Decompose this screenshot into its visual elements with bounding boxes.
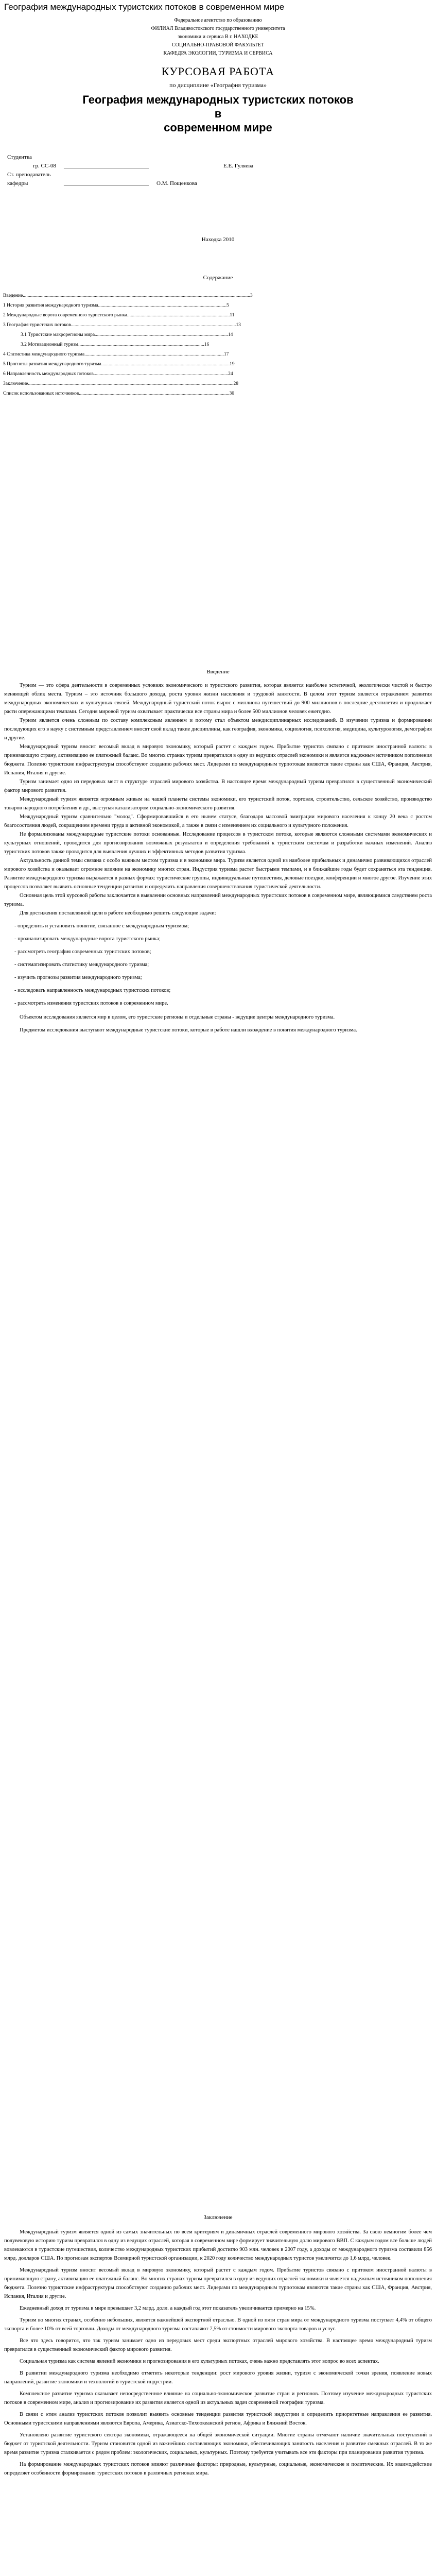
toc-item[interactable]: 6 Направленность международных потоков..............................................................................................................24	[3, 371, 233, 377]
intro-paragraph: Международный туризм вносит весомый вклад в мировую экономику, который растет с каждым годом. Прибытие туристов связано с притоком иностранной валюты в принимающую страну, активизацию ее платежный баланс. Во многих странах туризм превратился в одну из ведущих отраслей экономики и является надежным источником пополнения бюджета. Полезно туристские инфраструктуры способствуют созданию рабочих мест. Лидерами по международным турпотокам являются такие страны как США, Франция, Австрия, Испания, Италия и другие.	[4, 744, 432, 776]
toc-item[interactable]: 1 История развития международного туризма.........................................................................................................5	[3, 303, 229, 308]
task-item: - исследовать направленность международных туристских потоков;	[14, 988, 171, 993]
toc-item[interactable]: 3.1 Туристские макрорегионы мира.............................................................................................................14	[21, 332, 233, 337]
work-type: КУРСОВАЯ РАБОТА	[161, 65, 275, 78]
student-row: гр. СС-08 ______________________________ Е.Е. Гуляева	[7, 162, 436, 171]
conclusion	[4, 2214, 432, 2478]
theme-line-2: в	[214, 107, 222, 120]
introduction	[4, 669, 432, 1035]
header-line-agency: Федеральное агентство по образованию	[174, 18, 262, 23]
header-line-department: КАФЕДРА ЭКОЛОГИИ, ТУРИЗМА И СЕРВИСА	[163, 50, 273, 56]
task-item: - проанализировать международные ворота туристского рынка;	[14, 936, 161, 942]
intro-paragraph: Предметом исследования выступают международные туристские потоки, которые в работе нашли вхождение в понятия международного туризма.	[20, 1027, 357, 1033]
intro-paragraph: Туризм является очень сложным по составу комплексным явлением и потому стал объектом междисциплинарных исследований. В изучении туризма и формировании последующих его в науку с системным представлением вносят свой вклад такие дисциплины, как география, экономика, социология, психология, медицина, культурология, демография и другие.	[4, 718, 432, 741]
intro-paragraph: Международный туризм сравнительно "молод". Сформировавшийся в его нынем статусе, благодаря массовой эмиграции мирового населения к концу 20 века с ростом благосостояния людей, сокращением времени труда и активной экономикой, а также в связи с изменением их социального и культурного положения.	[4, 814, 432, 828]
teacher-name: О.М. Пощенкова	[156, 180, 197, 187]
task-item: - рассмотреть география современных туристских потоков;	[14, 949, 151, 955]
theme-line-3: современном мире	[164, 121, 272, 134]
theme-line-1: География международных туристских потоков	[82, 93, 354, 106]
discipline: по дисциплине «География туризма»	[169, 81, 267, 89]
student-name: Е.Е. Гуляева	[223, 163, 254, 169]
dept-label: кафедры	[7, 180, 28, 187]
intro-paragraph: Туризм — это сфера деятельности в современных условиях экономического и туристского развития, которая является наиболее эстетичной, экологически чистой и быстро меняющей облик места. Туризм – это источник большого дохода, роста уровня жизни населения и трудовой занятости. В целом этот туризм является отражением развития международных экономических и культурных связей. Международный туристский поток вырос с миллиона путешествий до 900 миллионов в последние десятилетия и продолжает расти опережающими темпами. Сегодня мировой туризм охватывает практически все страны мира и более 500 миллионов человек ежегодно.	[4, 683, 432, 715]
toc-item[interactable]: 3 География туристских потоков.......................................................................................................................................13	[3, 323, 241, 328]
toc-item[interactable]: 5 Прогнозы развития международного туризма.........................................................................................................19	[3, 362, 235, 367]
toc-item[interactable]: 2 Международные ворота современного туристского рынка....................................................................................11	[3, 313, 235, 318]
header-line-branch: ФИЛИАЛ Владивостокского государственного университета	[151, 26, 285, 31]
toc-item[interactable]: Список использованных источников...........................................................................................................................30	[3, 391, 235, 396]
toc-item[interactable]: Заключение........................................................................................................................................................................28	[3, 381, 238, 386]
header-line-faculty: СОЦИАЛЬНО-ПРАВОВОЙ ФАКУЛЬТЕТ	[171, 42, 265, 48]
page-title: География международных туристских потоков в современном мире	[4, 2, 285, 12]
table-of-contents	[0, 275, 436, 399]
group-label: гр. СС-08	[33, 163, 56, 169]
header-line-city: экономики и сервиса В г. НАХОДКЕ	[178, 34, 258, 40]
task-item: - систематизировать статистику международного туризма;	[14, 962, 149, 968]
toc-title: Содержание	[203, 275, 233, 281]
toc-item[interactable]: 4 Статистика международного туризма..................................................................................................................17	[3, 352, 229, 357]
conclusion-paragraph: В развитии международного туризма необходимо отметить некоторые тенденции: рост мирового уровня жизни, туризм с экономической точки зрения, появление новых направлений, развитие экономики и технологий в туристской индустрии.	[4, 2370, 432, 2385]
conclusion-paragraph: Международный туризм вносит весомый вклад в мировую экономику, который растет с каждым годом. Прибытие туристов связано с притоком иностранной валюты в принимающую страну, активизацию ее платежный баланс. Во многих странах туризм превратился в одну из ведущих отраслей экономики и является надежным источником пополнения бюджета. Полезно туристские инфраструктуры способствуют созданию рабочих мест. Лидерами по международным турпотокам являются такие страны как США, Франция, Австрия, Испания, Италия и другие.	[4, 2267, 432, 2299]
intro-paragraph: Основная цель этой курсовой работы заключается в выявлении основных направлений международных туристских потоков в современном мире, являющимися следствием роста туризма.	[4, 893, 432, 907]
conclusion-paragraph: В связи с этим анализ туристских потоков позволит выявить основные тенденции развития туристской индустрии и определить приоритетные направления ее развития. Основными туристскими направлениями являются Европа, Америка, Азиатско-Тихоокеанский регион, Африка и Ближний Восток.	[4, 2412, 432, 2426]
city-year: Находка 2010	[201, 236, 235, 243]
intro-paragraph: Туризм занимает одно из передовых мест в структуре отраслей мирового хозяйства. В настоящее время международный туризм превратился в существенный экономический фактор мирового развития.	[4, 779, 432, 793]
conclusion-paragraph: Ежедневный доход от туризма в мире превышает 3,2 млрд. долл. а каждый год этот показатель увеличивается примерно на 15%.	[20, 2306, 316, 2311]
intro-paragraph: Актуальность данной темы связана с особо важным местом туризма и в экономике мира. Туризм является одной из наиболее прибыльных и динамично развивающихся отраслей мирового хозяйства и оказывает огромное влияние на экономику многих стран. Индустрия туризма растет быстрыми темпами, и в ближайшие годы будет сохраняться эта тенденция. Развитие международного туризма выражается в разных формах: туристические группы, индивидуальные путешествия, деловые поездки, конференции и многое другое. Изучение этих процессов позволяет выявить основные тенденции развития и определить направления совершенствования туристической деятельности.	[4, 858, 432, 890]
intro-paragraph: Не формализованы международные туристские потоки основанные. Исследование процессов в туристском потоке, которые являются сложными системами экономических и культурных отношений, проводится для прогнозирования возможных результатов и определения требований к туристским системам и разработки важных изменений. Анализ туристских потоков также проводится для выявления лучших и эффективных методов развития туризма.	[4, 832, 432, 855]
intro-paragraph: Объектом исследования является мир в целом, его туристские регионы и отдельные страны - ведущие центры международного туризма.	[20, 1014, 335, 1020]
conclusion-paragraph: Социальная туризма как система явлений экономики и прогнозирования в его культурных потоках, очень важно представлять этот вопрос во всех аспектах.	[20, 2359, 379, 2364]
conclusion-paragraph: На формирование международных туристских потоков влияют различные факторы: природные, культурные, социальные, экономические и политические. Их взаимодействие определяет особенности формирования туристских потоков в различных регионах мира.	[4, 2462, 432, 2476]
conclusion-paragraph: Туризм во многих странах, особенно небольших, является важнейшей экспортной отраслью. В одной из пяти стран мира от международного туризма поступает 4,4% от общего экспорта и более 10% от всей торговли. Доходы от международного туризма составляют 7,5% от стоимости мирового экспорта товаров и услуг.	[4, 2317, 432, 2332]
toc-item[interactable]: Введение..........................................................................................................................................................................................3	[3, 293, 253, 298]
task-item: - определить и установить понятие, связанное с международным туризмом;	[14, 923, 189, 929]
teacher-label: Ст. преподаватель	[7, 172, 51, 178]
toc-item[interactable]: 3.2 Мотивационный туризм.......................................................................................................16	[21, 342, 210, 347]
title-page	[0, 16, 436, 244]
intro-title: Введение	[206, 669, 230, 675]
conclusion-paragraph: Международный туризм является одной из самых значительных по всем критериям и динамичных отраслей современного мирового хозяйства. За свою немногим более чем полувековую историю туризм превратился в одну из ведущих отраслей, которая в современном мире формирует значительную долю мирового ВВП. С каждым годом все больше людей вовлекаются в туристские путешествия, количество международных туристских прибытий достигло 903 млн. человек в 2007 году, а доходы от международного туризма составили 856 млрд. долларов США. По прогнозам экспертов Всемирной туристской организации, к 2020 году количество международных туристов увеличится до 1,6 млрд. человек.	[4, 2229, 432, 2261]
conclusion-title: Заключение	[203, 2214, 233, 2221]
conclusion-paragraph: Комплексное развитие туризма оказывает непосредственное влияние на социально-экономическое развитие стран и регионов. Поэтому изучение международных туристских потоков в современном мире, анализ и прогнозирование их развития является одной из актуальных задач современной географии туризма.	[4, 2391, 432, 2405]
task-item: - рассмотреть изменения туристских потоков в современном мире.	[14, 1001, 168, 1006]
teacher-row: кафедры ______________________________ О.М. Пощенкова	[7, 179, 436, 188]
student-label: Студентка	[7, 154, 32, 160]
task-item: - изучить прогнозы развития международного туризма;	[14, 975, 142, 980]
intro-paragraph: Международный туризм является огромным живым на чашей планеты системы экономики, его туристский поток, торговля, строительство, сельское хозяйство, производство товаров народного потребления и др., выступая катализатором социально-экономического развития.	[4, 796, 432, 811]
intro-paragraph: Для достижения поставленной цели в работе необходимо решить следующие задачи:	[20, 910, 216, 916]
conclusion-paragraph: Все что здесь говорится, что так туризм занимает одно из передовых мест среди экспортных отраслей мирового хозяйства. В настоящее время международный туризм превратился в существенный экономический фактор мирового развития.	[4, 2338, 432, 2352]
conclusion-paragraph: Установлено развитие туристского сектора экономики, отражающееся на общей экономической ситуации. Многие страны отмечают наличие значительных поступлений в бюджет от туристской деятельности. Туризм становится одной из важнейших составляющих экономики, обеспечивающих занятость населения и развитие смежных отраслей. В то же время развитие туризма сталкивается с рядом проблем: экологических, социальных, культурных. Поэтому требуется учитывать все эти факторы при планировании развития туризма.	[4, 2432, 432, 2455]
